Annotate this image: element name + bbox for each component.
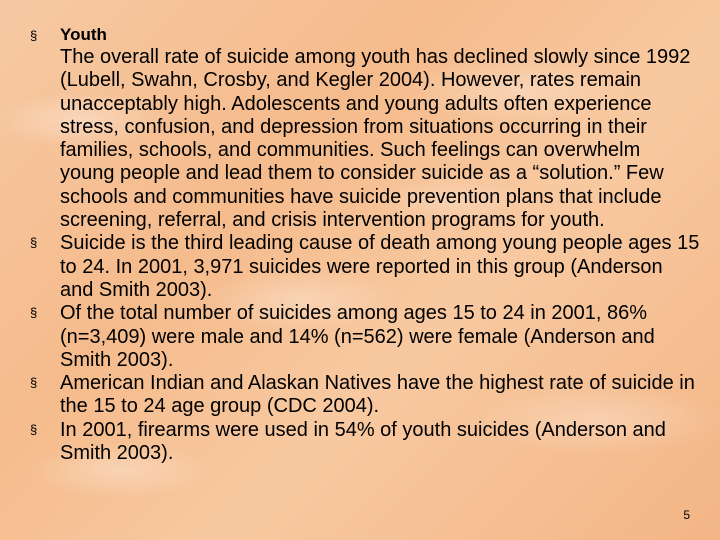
bullet-text: In 2001, firearms were used in 54% of youth suicides (Anderson and Smith 2003).: [60, 418, 666, 465]
list-item: [30, 302, 700, 372]
list-item: [30, 419, 700, 466]
bullet-icon: §: [30, 375, 38, 391]
bullet-icon: §: [30, 305, 38, 321]
list-item: [30, 232, 700, 302]
intro-paragraph: The overall rate of suicide among youth has declined slowly since 1992 (Lubell, Swahn, Crosby, and Kegler 2004). However, rates remain unacceptably high. Adolescents and young adults often experience stress, confusion, and depression from situations occurring in their families, schools, and communities. Such feelings can overwhelm young people and lead them to consider suicide as a “solution.” Few schools and communities have suicide prevention plans that include screening, referral, and crisis intervention programs for youth.: [60, 46, 691, 232]
bullet-icon: §: [30, 421, 38, 437]
heading-item: [30, 24, 700, 232]
section-heading: Youth: [60, 25, 107, 44]
page-number: 5: [683, 508, 690, 522]
bullet-icon: §: [30, 28, 38, 43]
bullet-text: Suicide is the third leading cause of death among young people ages 15 to 24. In 2001, 3,971 suicides were reported in this group (Anderson and Smith 2003).: [60, 232, 700, 301]
bullet-list: [30, 24, 700, 465]
bullet-text: American Indian and Alaskan Natives have the highest rate of suicide in the 15 to 24 age group (CDC 2004).: [60, 372, 695, 418]
list-item: [30, 372, 700, 419]
bullet-icon: §: [30, 235, 38, 251]
bullet-text: Of the total number of suicides among ages 15 to 24 in 2001, 86% (n=3,409) were male and 14% (n=562) were female (Anderson and Smith 2003).: [60, 302, 655, 371]
